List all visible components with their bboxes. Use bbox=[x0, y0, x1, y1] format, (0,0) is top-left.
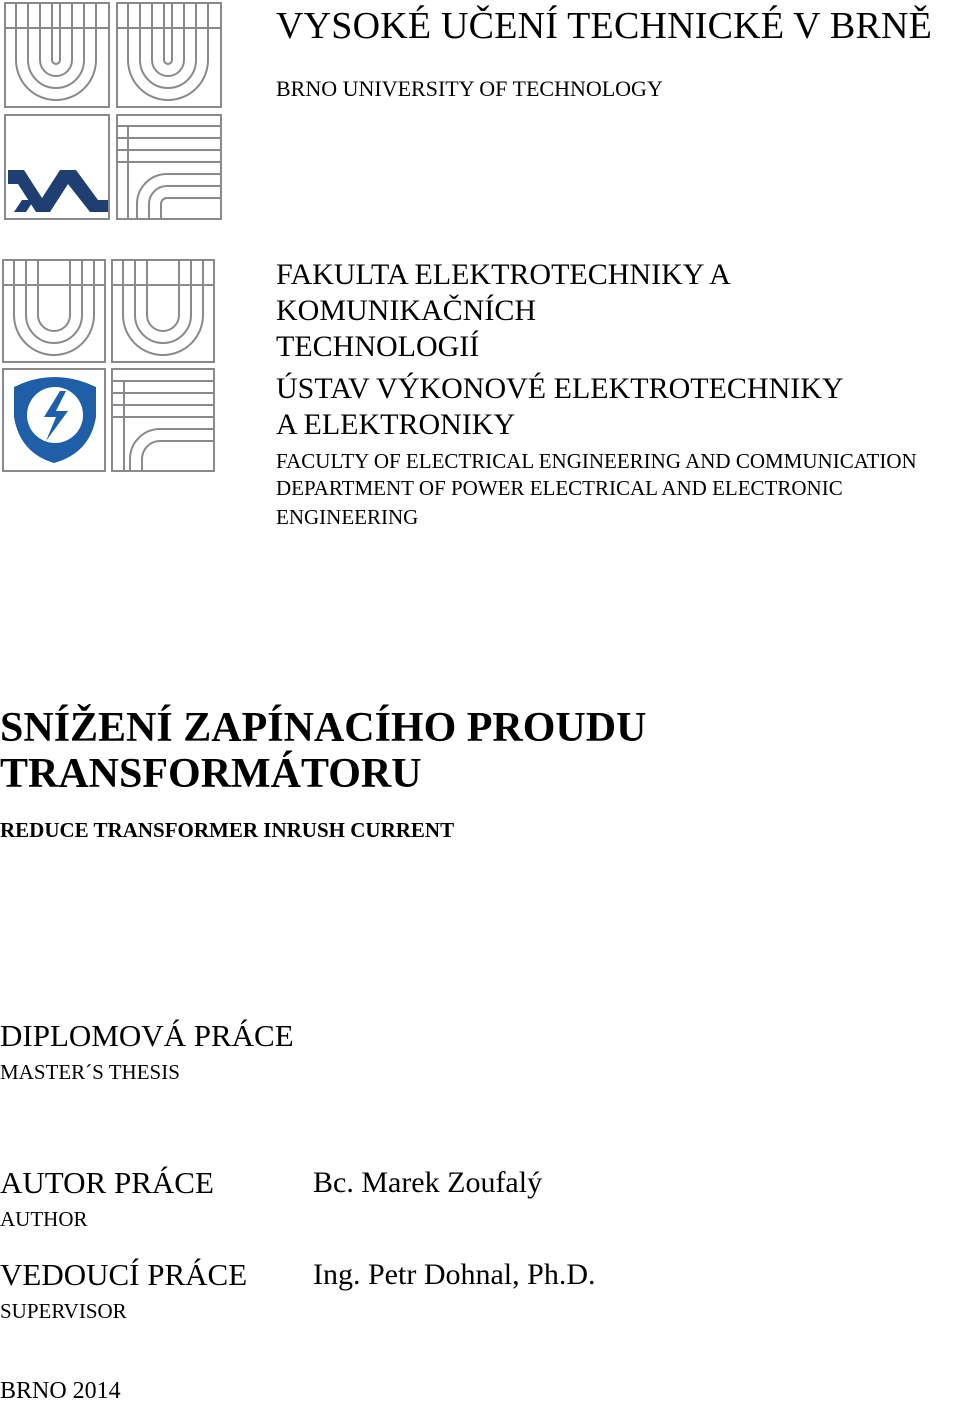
department-name-en-line-2: ENGINEERING bbox=[276, 505, 419, 529]
fekt-logo-icon bbox=[0, 257, 218, 475]
faculty-name-cz-line-2: KOMUNIKAČNÍCH bbox=[276, 294, 536, 327]
faculty-name-cz-line-3: TECHNOLOGIÍ bbox=[276, 330, 480, 363]
author-name: Bc. Marek Zoufalý bbox=[313, 1166, 543, 1199]
supervisor-name: Ing. Petr Dohnal, Ph.D. bbox=[313, 1258, 596, 1291]
place-year: BRNO 2014 bbox=[0, 1378, 121, 1404]
faculty-name-en: FACULTY OF ELECTRICAL ENGINEERING AND COMMUNICATION bbox=[276, 449, 917, 473]
author-label-cz: AUTOR PRÁCE bbox=[0, 1165, 214, 1200]
thesis-type-en: MASTER´S THESIS bbox=[0, 1060, 180, 1084]
university-name-cz: VYSOKÉ UČENÍ TECHNICKÉ V BRNĚ bbox=[276, 5, 933, 47]
university-name-en: BRNO UNIVERSITY OF TECHNOLOGY bbox=[276, 76, 663, 101]
thesis-title-cz-line-1: SNÍŽENÍ ZAPÍNACÍHO PROUDU bbox=[0, 705, 647, 751]
supervisor-label-cz: VEDOUCÍ PRÁCE bbox=[0, 1257, 248, 1292]
thesis-title-cz-line-2: TRANSFORMÁTORU bbox=[0, 751, 422, 797]
department-name-cz-line-1: ÚSTAV VÝKONOVÉ ELEKTROTECHNIKY bbox=[276, 372, 844, 405]
author-label-en: AUTHOR bbox=[0, 1207, 88, 1231]
department-name-en-line-1: DEPARTMENT OF POWER ELECTRICAL AND ELECTRONIC bbox=[276, 476, 843, 500]
thesis-title-en: REDUCE TRANSFORMER INRUSH CURRENT bbox=[0, 818, 455, 842]
faculty-name-cz-line-1: FAKULTA ELEKTROTECHNIKY A bbox=[276, 258, 731, 291]
department-name-cz-line-2: A ELEKTRONIKY bbox=[276, 408, 516, 441]
supervisor-label-en: SUPERVISOR bbox=[0, 1299, 127, 1323]
thesis-type-cz: DIPLOMOVÁ PRÁCE bbox=[0, 1018, 294, 1053]
vut-logo-icon bbox=[2, 0, 224, 222]
